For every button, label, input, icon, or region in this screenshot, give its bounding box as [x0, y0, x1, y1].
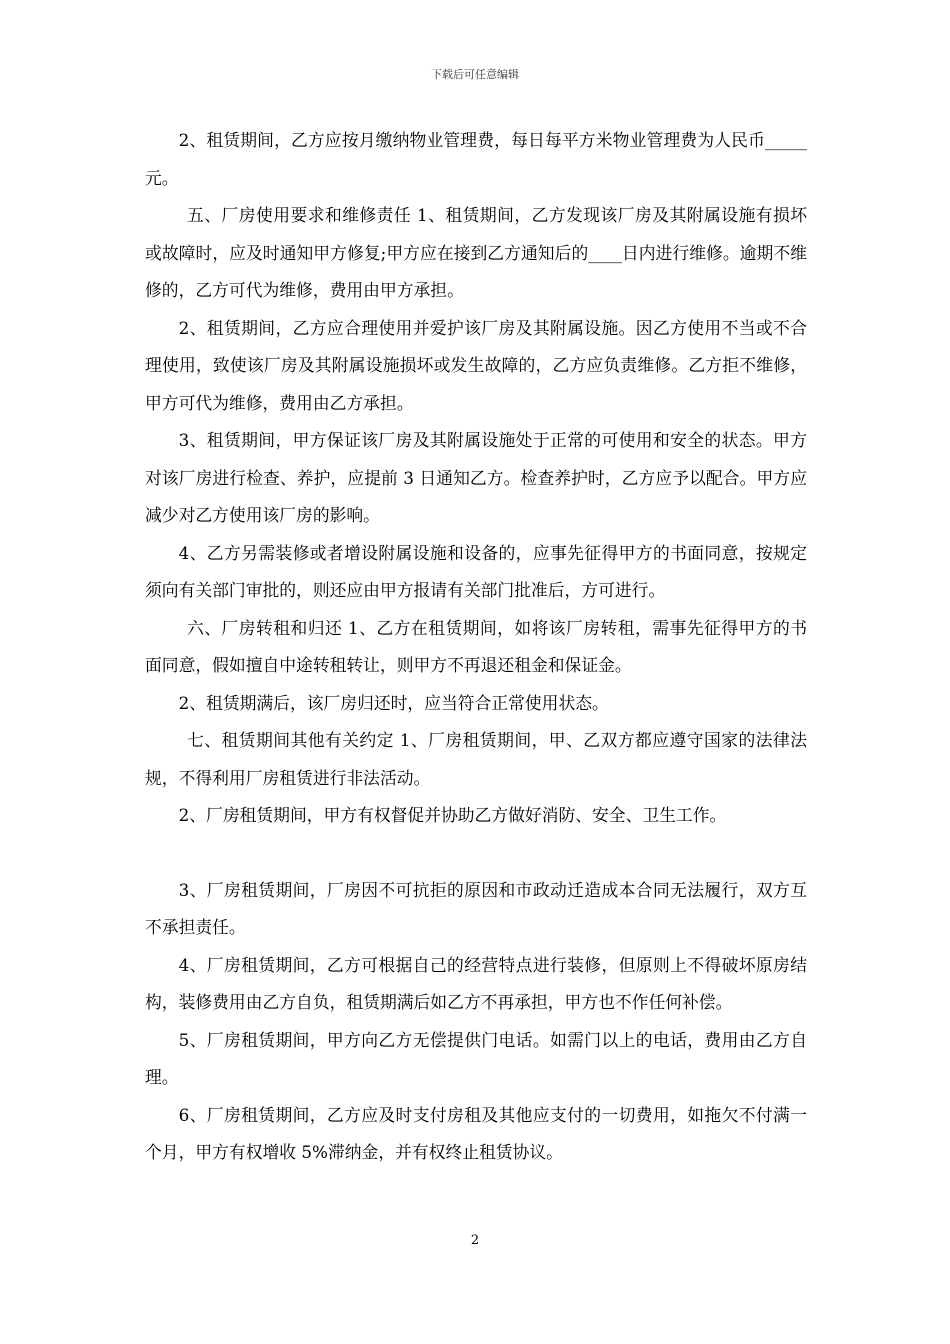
document-body — [145, 122, 807, 1172]
page-number: 2 — [470, 1233, 480, 1248]
paragraph-force-majeure: 3、厂房租赁期间，厂房因不可抗拒的原因和市政动迁造成本合同无法履行，双方互不承担责任。 — [145, 879, 807, 937]
paragraph-fire-safety: 2、厂房租赁期间，甲方有权督促并协助乙方做好消防、安全、卫生工作。 — [178, 805, 727, 825]
paragraph-management-fee: 2、租赁期间，乙方应按月缴纳物业管理费，每日每平方米物业管理费为人民币_____元。 — [145, 130, 807, 188]
page-header: 下载后可任意编辑 — [431, 68, 519, 81]
paragraph-return-condition: 2、租赁期满后，该厂房归还时，应当符合正常使用状态。 — [178, 692, 609, 713]
section-five-usage-maintenance: 五、厂房使用要求和维修责任 1、租赁期间，乙方发现该厂房及其附属设施有损坏或故障时，应及时通知甲方修复;甲方应在接到乙方通知后的____日内进行维修。逾期不维修的，乙方可代为维修，费用由甲方承担。 — [145, 205, 807, 300]
paragraph-telephone: 5、厂房租赁期间，甲方向乙方无偿提供门电话。如需门以上的电话，费用由乙方自理。 — [145, 1029, 807, 1087]
paragraph-decoration: 4、厂房租赁期间，乙方可根据自己的经营特点进行装修，但原则上不得破坏原房结构，装修费用由乙方自负，租赁期满后如乙方不再承担，甲方也不作任何补偿。 — [145, 954, 807, 1012]
section-seven-other-terms: 七、租赁期间其他有关约定 1、厂房租赁期间，甲、乙双方都应遵守国家的法律法规，不得利用厂房租赁进行非法活动。 — [145, 730, 807, 788]
paragraph-proper-use: 2、租赁期间，乙方应合理使用并爱护该厂房及其附属设施。因乙方使用不当或不合理使用，致使该厂房及其附属设施损坏或发生故障的，乙方应负责维修。乙方拒不维修，甲方可代为维修，费用由乙方承担。 — [145, 317, 807, 413]
paragraph-payment-penalty: 6、厂房租赁期间，乙方应及时支付房租及其他应支付的一切费用，如拖欠不付满一个月，甲方有权增收 5%滞纳金，并有权终止租赁协议。 — [145, 1104, 807, 1162]
section-six-sublease-return: 六、厂房转租和归还 1、乙方在租赁期间，如将该厂房转租，需事先征得甲方的书面同意，假如擅自中途转租转让，则甲方不再退还租金和保证金。 — [145, 617, 807, 675]
blank-gap — [145, 835, 807, 872]
paragraph-safety-inspection: 3、租赁期间，甲方保证该厂房及其附属设施处于正常的可使用和安全的状态。甲方对该厂房进行检查、养护，应提前 3 日通知乙方。检查养护时，乙方应予以配合。甲方应减少对乙方使用该厂房的影响。 — [145, 430, 807, 525]
paragraph-renovation-approval: 4、乙方另需装修或者增设附属设施和设备的，应事先征得甲方的书面同意，按规定须向有关部门审批的，则还应由甲方报请有关部门批准后，方可进行。 — [145, 542, 807, 600]
